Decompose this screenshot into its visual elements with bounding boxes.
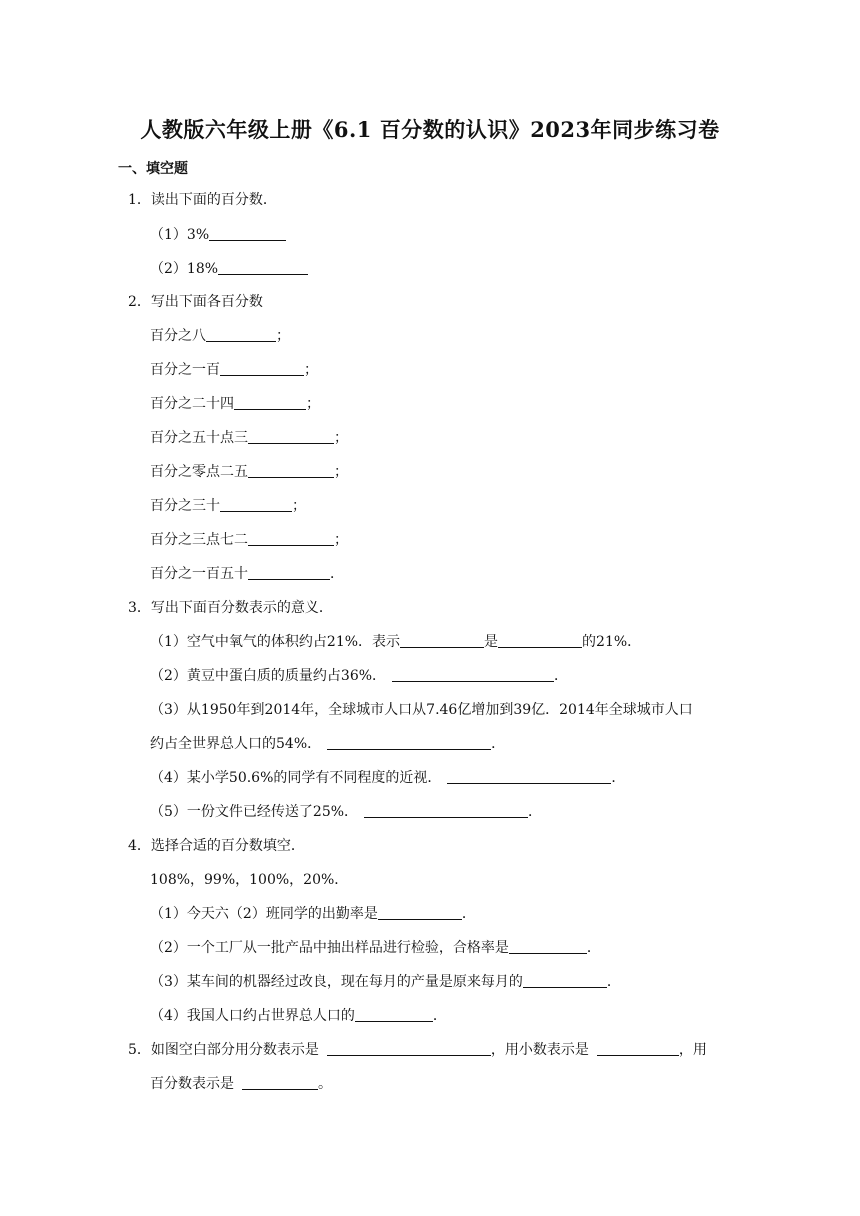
answer-blank[interactable] [248, 565, 330, 580]
answer-blank[interactable] [209, 226, 286, 241]
answer-blank[interactable] [509, 939, 587, 954]
question-4-item-3: （3）某车间的机器经过改良，现在每月的产量是原来每月的 ． [150, 974, 621, 990]
question-3-item-1: （1）空气中氧气的体积约占21%．表示 是 的21%． [150, 634, 642, 650]
question-2-item-8: 百分之一百五十 ． [150, 566, 344, 582]
question-4-options: 108%，99%，100%，20%． [150, 872, 349, 888]
answer-blank[interactable] [248, 463, 334, 478]
question-4-item-1: （1）今天六（2）班同学的出勤率是 ． [150, 906, 476, 922]
question-1-item-2 [150, 259, 308, 279]
question-3-item-3: （3）从1950年到2014年，全球城市人口从7.46亿增加到39亿．2014年全球城市人口 [150, 702, 693, 718]
answer-blank[interactable] [242, 1075, 318, 1090]
question-2-item-4: 百分之五十点三 ； [150, 430, 348, 446]
answer-blank[interactable] [392, 667, 554, 682]
question-2-item-3: 百分之二十四 ； [150, 396, 320, 412]
question-2-stem: 2．写出下面各百分数 [128, 294, 263, 310]
answer-blank[interactable] [327, 735, 491, 750]
section-heading: 一、填空题 [118, 161, 188, 177]
question-2-item-1: 百分之八 ； [150, 328, 290, 344]
answer-blank[interactable] [498, 633, 582, 648]
answer-blank[interactable] [218, 260, 308, 275]
question-1-item-1 [150, 225, 286, 245]
answer-blank[interactable] [364, 803, 528, 818]
answer-blank[interactable] [206, 327, 276, 342]
answer-blank[interactable] [523, 973, 607, 988]
question-2-item-5: 百分之零点二五 ； [150, 464, 348, 480]
answer-blank[interactable] [220, 361, 304, 376]
answer-blank[interactable] [400, 633, 484, 648]
answer-blank[interactable] [447, 769, 611, 784]
answer-blank[interactable] [597, 1041, 679, 1056]
question-4-stem: 4．选择合适的百分数填空． [128, 838, 305, 854]
question-2-item-7: 百分之三点七二 ； [150, 532, 348, 548]
answer-blank[interactable] [234, 395, 306, 410]
question-2-item-2: 百分之一百 ； [150, 362, 318, 378]
question-3-item-5: （5）一份文件已经传送了25%． ． [150, 804, 543, 820]
answer-blank[interactable] [355, 1007, 433, 1022]
answer-blank[interactable] [220, 497, 292, 512]
question-3-item-3-continued: 约占全世界总人口的54%． ． [150, 736, 506, 752]
question-5-line-1: 5．如图空白部分用分数表示是 ，用小数表示是 ，用 [128, 1042, 707, 1058]
question-1-stem: 1．读出下面的百分数． [128, 192, 277, 208]
answer-blank[interactable] [248, 531, 334, 546]
question-4-item-4: （4）我国人口约占世界总人口的 ． [150, 1008, 447, 1024]
question-3-item-4: （4）某小学50.6%的同学有不同程度的近视． ． [150, 770, 626, 786]
answer-blank[interactable] [378, 905, 462, 920]
page-title: 人教版六年级上册《6.1 百分数的认识》2023年同步练习卷 [140, 117, 720, 142]
question-3-item-2: （2）黄豆中蛋白质的质量约占36%． ． [150, 668, 569, 684]
question-5-line-2: 百分数表示是 。 [150, 1076, 332, 1092]
question-3-stem: 3．写出下面百分数表示的意义． [128, 600, 333, 616]
question-4-item-2: （2）一个工厂从一批产品中抽出样品进行检验，合格率是 ． [150, 940, 601, 956]
question-2-item-6: 百分之三十 ； [150, 498, 306, 514]
item-text: （1）3% [150, 227, 210, 243]
answer-blank[interactable] [327, 1041, 491, 1056]
answer-blank[interactable] [248, 429, 334, 444]
item-text: （2）18% [150, 261, 219, 277]
